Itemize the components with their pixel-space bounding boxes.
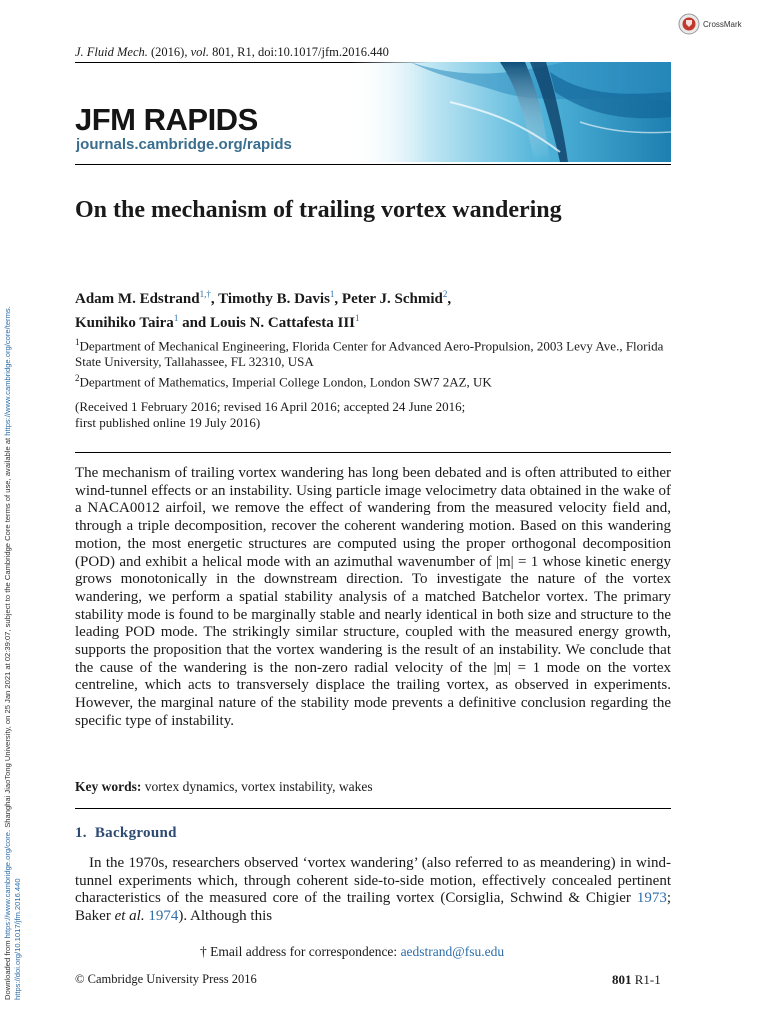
dates-line: first published online 19 July 2016) — [75, 415, 261, 430]
author-affiliation-marker[interactable]: 2 — [442, 289, 448, 299]
copyright: © Cambridge University Press 2016 — [75, 972, 257, 986]
intro-text: In the 1970s, researchers observed ‘vortex wandering’ (also referred to as meandering) in wind-tunnel experiments which, through coherent side-to-side motion, effectively concealed pertinent characteristics of the measured core of the trailing vortex (Corsiglia, Schwind & Chigier — [75, 855, 671, 907]
abstract-top-rule — [75, 452, 671, 453]
section-heading — [75, 825, 177, 842]
notice-text: Downloaded from — [3, 938, 12, 1000]
author-affiliation-marker[interactable]: 1 — [173, 313, 179, 323]
journal-vol-label: vol. — [190, 45, 209, 59]
crossmark-label: CrossMark — [703, 19, 742, 29]
banner-rule — [75, 164, 671, 165]
author-name: Adam M. Edstrand — [75, 291, 200, 307]
section-number: 1. — [75, 825, 87, 841]
author-separator: , — [210, 291, 219, 307]
page-number — [612, 972, 661, 988]
affiliation — [75, 370, 671, 390]
journal-citation: 801, R1, doi:10.1017/jfm.2016.440 — [212, 45, 389, 59]
intro-text: ; Baker — [75, 890, 671, 925]
dates-line: (Received 1 February 2016; revised 16 April 2016; accepted 24 June 2016; — [75, 399, 466, 414]
author-separator: , — [447, 291, 452, 307]
jfm-rapids-banner — [75, 62, 671, 162]
journal-citation-line — [75, 45, 389, 60]
abstract: The mechanism of trailing vortex wandering has long been debated and is often attributed to either wind-tunnel effects or an instability. Using particle image velocimetry data obtained in the wake of a NACA0012 airfoil, we remove the effect of wandering from the measured velocity field and, through a triple decomposition, recover the coherent wandering motion. Based on this wandering motion, the most energetic structures are computed using the proper orthogonal decomposition (POD) and exhibit a helical mode with an azimuthal wavenumber of |m| = 1 whose kinetic energy grows monotonically in the downstream direction. To investigate the nature of the vortex wandering, we perform a spatial stability analysis of a matched Batchelor vortex. The primary stability mode is found to be marginally stable and nearly identical in both size and structure to the leading POD mode. The strikingly similar structure, coupled with the measured energy growth, supports the proposition that the vortex wandering is the result of an instability. We conclude that the cause of the wandering is the non-zero radial velocity of the |m| = 1 mode on the vortex centreline, which acts to transversely displace the trailing vortex, as observed in experiments. However, the marginal nature of the stability mode prevents a definitive conclusion regarding the specific type of instability. — [75, 465, 671, 729]
author-affiliation-marker[interactable]: 1 — [355, 313, 360, 323]
brand-title: JFM RAPIDS — [75, 102, 258, 137]
citation-link[interactable]: 1973 — [636, 890, 667, 907]
correspondence-email-link[interactable]: aedstrand@fsu.edu — [400, 944, 505, 959]
notice-text: . — [3, 306, 12, 309]
intro-text-italic: et al. — [114, 908, 145, 925]
affiliation-number: 1 — [75, 337, 80, 347]
brand-url-link[interactable]: journals.cambridge.org/rapids — [76, 136, 292, 153]
keywords — [75, 779, 373, 795]
abstract-bottom-rule — [75, 808, 671, 809]
notice-text: . Shanghai JiaoTong University, on 25 Jan 2021 at 02:39:07, subject to the Cambridge Core terms of use, available at — [3, 435, 12, 832]
vortex-artwork-icon — [350, 62, 671, 162]
author-affiliation-marker[interactable]: 1,† — [199, 289, 211, 299]
author-name: Peter J. Schmid — [341, 291, 443, 307]
affiliation-number: 2 — [75, 373, 80, 383]
affiliation-text: Department of Mechanical Engineering, Florida Center for Advanced Aero-Propulsion, 2003 Levy Ave., Florida State University, Tallahassee, FL 32310, USA — [75, 338, 664, 370]
author-name: Timothy B. Davis — [218, 291, 330, 307]
page-article: R1-1 — [631, 972, 661, 987]
publication-history — [75, 399, 575, 431]
keywords-label: Key words: — [75, 779, 142, 794]
cambridge-core-link[interactable]: https://www.cambridge.org/core — [3, 832, 12, 939]
section-title: Background — [94, 825, 177, 841]
author-name: Kunihiko Taira — [75, 315, 174, 331]
correspondence-footnote — [200, 944, 504, 960]
terms-link[interactable]: https://www.cambridge.org/core/terms — [3, 308, 12, 436]
citation-link[interactable]: 1974 — [148, 908, 179, 925]
crossmark-icon — [678, 13, 700, 35]
page-volume: 801 — [612, 972, 632, 987]
affiliation — [75, 334, 671, 370]
affiliation-text: Department of Mathematics, Imperial College London, London SW7 2AZ, UK — [79, 374, 492, 390]
author-separator: , — [334, 291, 342, 307]
journal-year: (2016), — [151, 45, 188, 59]
author-separator: and — [178, 315, 210, 331]
keywords-text: vortex dynamics, vortex instability, wakes — [144, 779, 373, 794]
journal-name: J. Fluid Mech. — [75, 45, 148, 59]
doi-link[interactable]: https://doi.org/10.1017/jfm.2016.440 — [13, 878, 22, 1000]
crossmark-badge[interactable] — [678, 13, 742, 35]
download-notice — [3, 306, 23, 1000]
author-list — [75, 285, 635, 333]
intro-text: ). Although this — [178, 908, 273, 925]
author-affiliation-marker[interactable]: 1 — [329, 289, 335, 299]
author-name: Louis N. Cattafesta III — [210, 315, 356, 331]
intro-paragraph — [75, 855, 671, 926]
paper-title: On the mechanism of trailing vortex wandering — [75, 197, 562, 223]
footnote-prefix: † Email address for correspondence: — [200, 944, 401, 959]
